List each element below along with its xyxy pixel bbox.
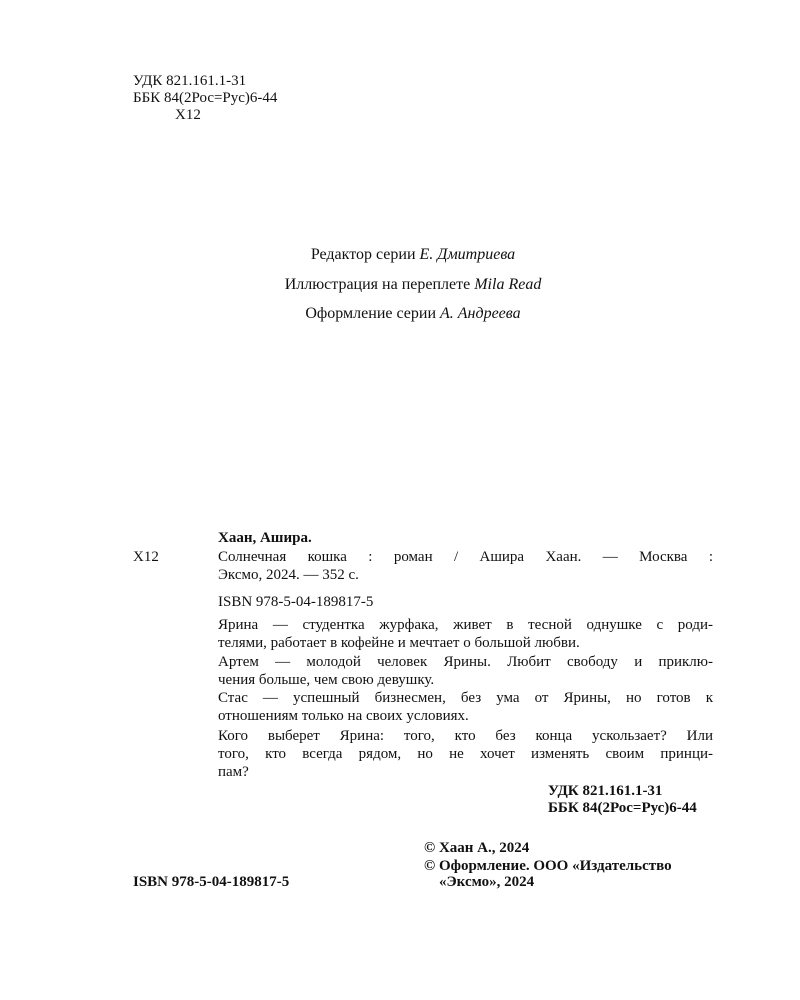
annotation-line: отношениям только на своих условиях. (218, 708, 469, 724)
copyright-design: © Оформление. ООО «Издательство (424, 858, 672, 874)
annotation-line: Артем — молодой человек Ярины. Любит свободу и приклю- (218, 654, 713, 670)
annotation-line: чения больше, чем свою девушку. (218, 672, 435, 688)
credit-name: Е. Дмитриева (419, 246, 516, 263)
footer-isbn: ISBN 978-5-04-189817-5 (133, 874, 290, 890)
credit-name: А. Андреева (440, 305, 521, 322)
credit-role: Иллюстрация на переплете (284, 276, 471, 293)
credit-editor (0, 246, 800, 264)
catalog-isbn: ISBN 978-5-04-189817-5 (218, 594, 374, 610)
annotation-line: телями, работает в кофейне и мечтает о большой любви. (218, 635, 580, 651)
udk-code: УДК 821.161.1-31 (133, 73, 247, 89)
credit-role: Редактор серии (310, 246, 416, 263)
annotation-line: того, кто всегда рядом, но не хочет изменять своим принци- (218, 746, 713, 762)
copyright-design-cont: «Эксмо», 2024 (439, 874, 535, 890)
catalog-udk: УДК 821.161.1-31 (548, 783, 663, 799)
credit-illustration (0, 276, 800, 294)
bbk-code: ББК 84(2Рос=Рус)6-44 (133, 90, 278, 106)
catalog-heading: Хаан, Ашира. (218, 530, 312, 546)
author-mark: Х12 (175, 107, 201, 123)
credit-role: Оформление серии (305, 305, 436, 322)
catalog-description-line: Солнечная кошка : роман / Ашира Хаан. — Москва : (218, 549, 713, 565)
credit-name: Mila Read (474, 276, 542, 293)
annotation-line: Ярина — студентка журфака, живет в тесной однушке с роди- (218, 617, 713, 633)
catalog-author-mark: Х12 (133, 549, 159, 565)
annotation-line: Стас — успешный бизнесмен, без ума от Ярины, но готов к (218, 690, 713, 706)
copyright-author: © Хаан А., 2024 (424, 840, 530, 856)
annotation-line: пам? (218, 764, 249, 780)
annotation-line: Кого выберет Ярина: того, кто без конца ускользает? Или (218, 728, 713, 744)
catalog-description-line: Эксмо, 2024. — 352 с. (218, 567, 359, 583)
catalog-bbk: ББК 84(2Рос=Рус)6-44 (548, 800, 697, 816)
credit-design (0, 305, 800, 323)
